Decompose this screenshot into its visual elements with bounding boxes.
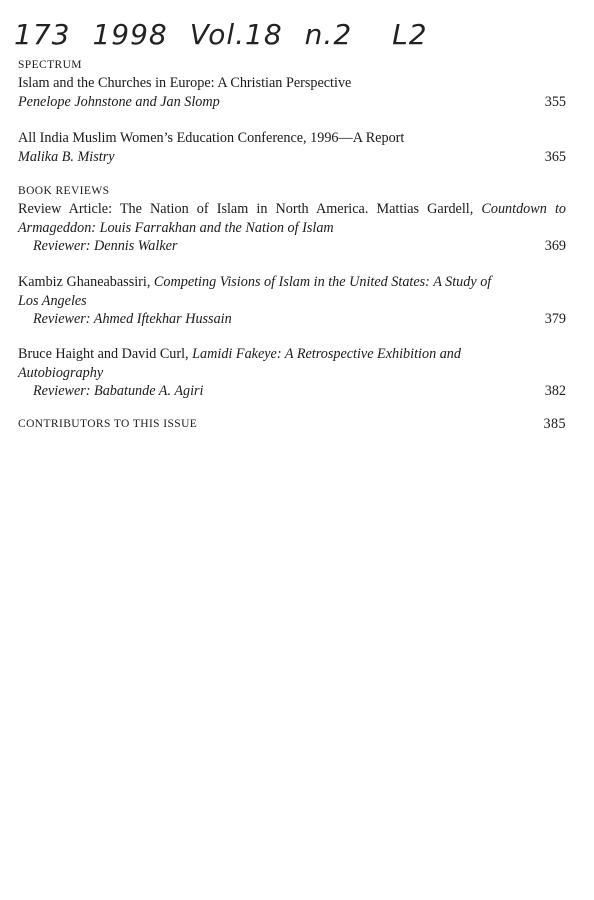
handwritten-issue: n.2 — [304, 18, 353, 51]
handwritten-number: 173 — [14, 18, 71, 51]
entry-page-number: 369 — [544, 238, 566, 254]
entry-page-number: 365 — [544, 148, 566, 165]
toc-entry — [18, 200, 566, 256]
entry-title: Islam and the Churches in Europe: A Christian Perspective — [18, 75, 352, 91]
entry-title: Review Article: The Nation of Islam in North America. Mattias Gardell, — [18, 201, 474, 217]
toc-entry-contributors — [18, 418, 566, 430]
entry-author: Penelope Johnstone and Jan Slomp — [18, 93, 220, 110]
handwritten-year: 1998 — [92, 18, 168, 51]
entry-title: Bruce Haight and David Curl, — [18, 346, 189, 362]
entry-author: Malika B. Mistry — [18, 148, 115, 165]
toc-entry — [18, 345, 566, 401]
entry-reviewer: Reviewer: Ahmed Iftekhar Hussain — [33, 311, 232, 327]
toc-entry — [18, 273, 566, 329]
entry-page-number: 385 — [543, 416, 566, 432]
section-heading-spectrum: SPECTRUM — [18, 59, 82, 71]
entry-book-title: Lamidi Fakeye: A Retrospective Exhibition and Autobiography — [18, 346, 461, 381]
entry-title: All India Muslim Women’s Education Conference, 1996—A Report — [18, 130, 405, 146]
entry-page-number: 379 — [544, 311, 566, 327]
entry-reviewer: Reviewer: Dennis Walker — [33, 238, 178, 254]
section-heading-contributors: CONTRIBUTORS TO THIS ISSUE — [18, 418, 198, 430]
section-heading-book-reviews: BOOK REVIEWS — [18, 185, 110, 197]
entry-book-title: Countdown to Armageddon: Louis Farrakhan and the Nation of Islam — [18, 201, 566, 236]
entry-reviewer: Reviewer: Babatunde A. Agiri — [33, 383, 204, 399]
handwritten-volume: Vol.18 — [189, 18, 283, 51]
handwritten-code: L2 — [392, 18, 428, 51]
entry-title: Kambiz Ghaneabassiri, — [18, 274, 151, 290]
toc-entry — [18, 129, 566, 166]
entry-book-title: Competing Visions of Islam in the United States: A Study of Los Angeles — [18, 274, 492, 309]
handwritten-catalog-note — [14, 18, 428, 51]
toc-entry — [18, 74, 566, 111]
entry-page-number: 382 — [544, 383, 566, 399]
entry-page-number: 355 — [544, 93, 566, 110]
